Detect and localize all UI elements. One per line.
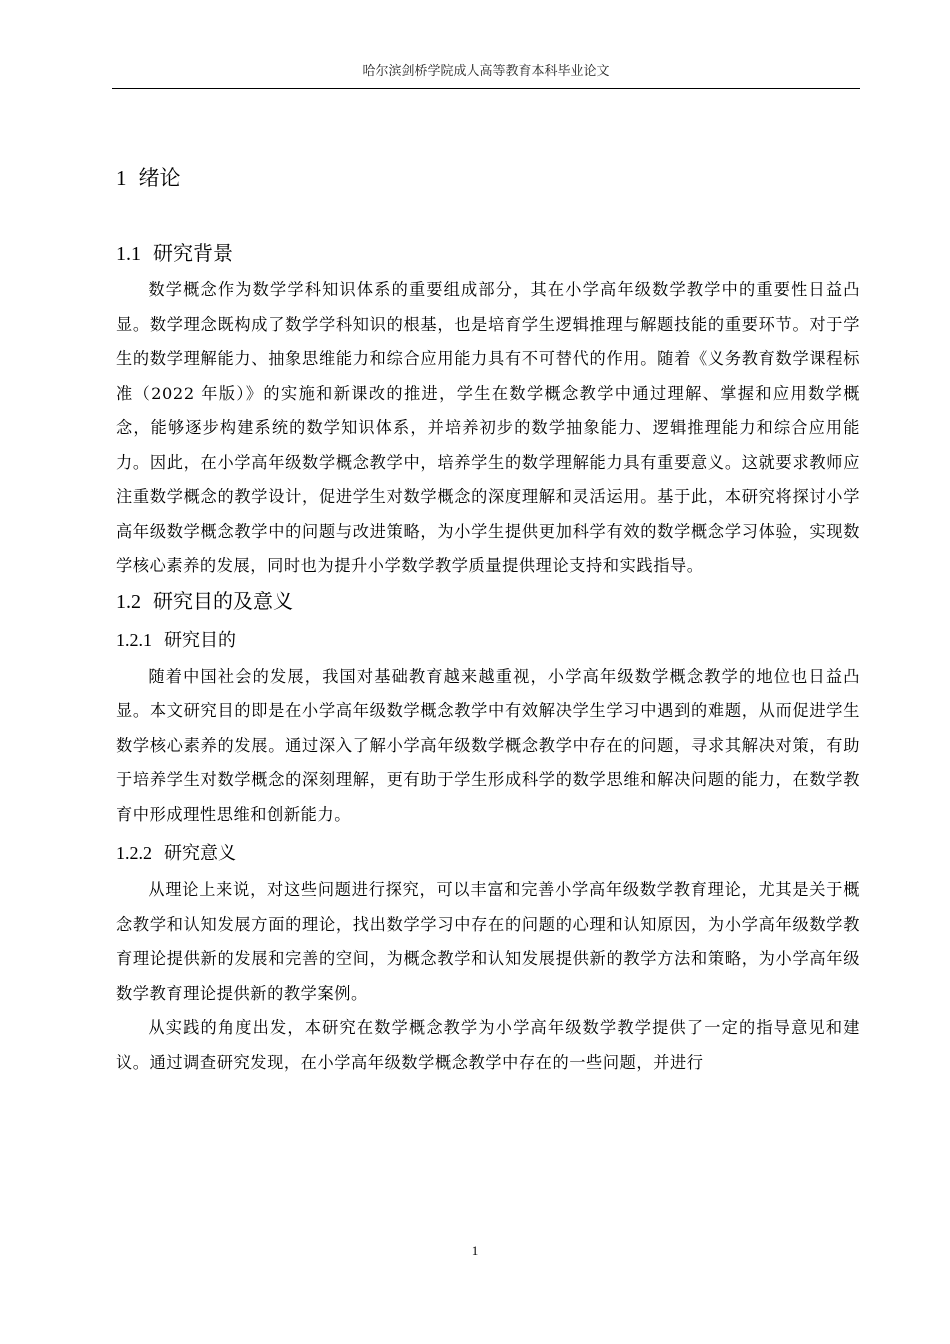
page-footer xyxy=(0,1243,950,1259)
section-heading-1-2 xyxy=(116,584,860,619)
section-heading-1-1 xyxy=(116,236,860,271)
subsection-heading-1-2-1 xyxy=(116,623,860,658)
chapter-title: 绪论 xyxy=(138,166,181,190)
section-number: 1.2 xyxy=(116,590,141,613)
background-paragraph: 数学概念作为数学学科知识体系的重要组成部分，其在小学高年级数学教学中的重要性日益凸显。数学理念既构成了数学学科知识的根基，也是培育学生逻辑推理与解题技能的重要环节。对于学生的数学理解能力、抽象思维能力和综合应用能力具有不可替代的作用。随着《义务教育数学课程标准（2022 年版）》的实施和新课改的推进，学生在数学概念教学中通过理解、掌握和应用数学概念，能够逐步构建系统的数学知识体系，并培养初步的数学抽象能力、逻辑推理能力和综合应用能力。因此，在小学高年级数学概念教学中，培养学生的数学理解能力具有重要意义。这就要求教师应注重数学概念的教学设计，促进学生对数学概念的深度理解和灵活运用。基于此，本研究将探讨小学高年级数学概念教学中的问题与改进策略，为小学生提供更加科学有效的数学概念学习体验，实现数学核心素养的发展，同时也为提升小学数学教学质量提供理论支持和实践指导。 xyxy=(116,280,860,575)
purpose-paragraph: 随着中国社会的发展，我国对基础教育越来越重视，小学高年级数学概念教学的地位也日益凸显。本文研究目的即是在小学高年级数学概念教学中有效解决学生学习中遇到的难题，从而促进学生数学核心素养的发展。通过深入了解小学高年级数学概念教学中存在的问题，寻求其解决对策，有助于培养学生对数学概念的深刻理解，更有助于学生形成科学的数学思维和解决问题的能力，在数学教育中形成理性思维和创新能力。 xyxy=(116,666,860,824)
subsection-number: 1.2.1 xyxy=(116,629,152,650)
section-title: 研究背景 xyxy=(153,241,233,265)
chapter-number: 1 xyxy=(116,166,127,190)
subsection-number: 1.2.2 xyxy=(116,843,152,863)
header-title: 哈尔滨剑桥学院成人高等教育本科毕业论文 xyxy=(362,64,610,79)
chapter-heading xyxy=(116,160,860,196)
subsection-title: 研究目的 xyxy=(164,629,236,651)
document-body xyxy=(116,160,860,1080)
section-number: 1.1 xyxy=(116,243,141,265)
significance-paragraph-practice: 从实践的角度出发，本研究在数学概念教学为小学高年级数学教学提供了一定的指导意见和建议。通过调查研究发现，在小学高年级数学概念教学中存在的一些问题，并进行 xyxy=(116,1018,860,1072)
subsection-heading-1-2-2 xyxy=(116,836,860,871)
subsection-title: 研究意义 xyxy=(164,843,236,864)
page-number: 1 xyxy=(471,1243,479,1258)
significance-paragraph-theory: 从理论上来说，对这些问题进行探究，可以丰富和完善小学高年级数学教育理论，尤其是关于概念教学和认知发展方面的理论，找出数学学习中存在的问题的心理和认知原因，为小学高年级数学教育理论提供新的发展和完善的空间，为概念教学和认知发展提供新的教学方法和策略，为小学高年级数学教育理论提供新的教学案例。 xyxy=(116,880,860,1003)
section-title: 研究目的及意义 xyxy=(153,588,293,613)
page-header xyxy=(112,62,860,89)
